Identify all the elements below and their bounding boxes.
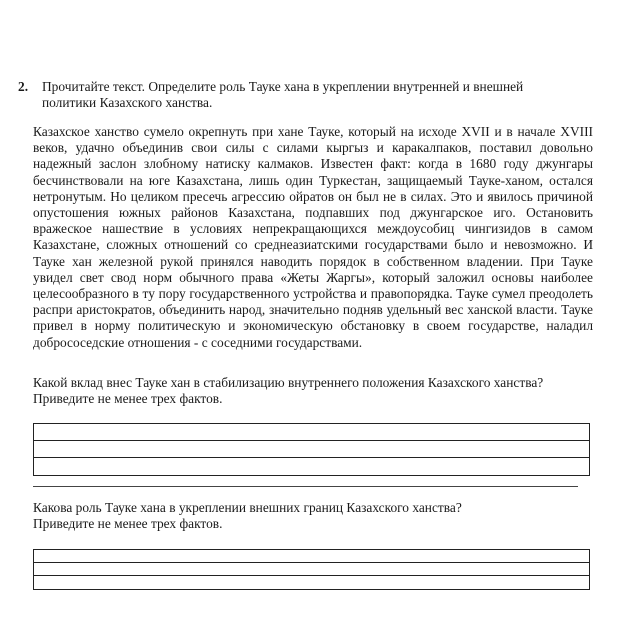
- task-instruction: Прочитайте текст. Определите роль Тауке хана в укреплении внутренней и внешней политики Казахского ханства.: [42, 79, 524, 110]
- answer-line[interactable]: [34, 441, 589, 458]
- answer-line[interactable]: [34, 563, 589, 576]
- question-2: [33, 500, 593, 532]
- question-2-text: Какова роль Тауке хана в укреплении внешних границ Казахского ханства?: [33, 500, 462, 515]
- reading-passage: Казахское ханство сумело окрепнуть при хане Тауке, который на исходе XVII и в начале XVIII веков, удачно объединив свои силы с силами кыргыз и каракалпаков, поставил довольно надежный заслон злобному натиску калмаков. Известен факт: когда в 1680 году джунгары бесчинствовали на юге Казахстана, лишь один Туркестан, защищаемый Тауке-ханом, остался нетронутым. Но целиком пресечь агрессию ойратов он был не в силах. Это и явилось причиной опустошения южных районов Казахстана, подпавших под джунгарское иго. Остановить вражеское нашествие в условиях непрекращающихся междоусобиц чингизидов в самом Казахстане, сложных отношений со среднеазиатскими государствами было и невозможно. И Тауке хан железной рукой принялся наводить порядок в собственном владении. При Тауке увидел свет свод норм обычного права «Жеты Жаргы», который заложил основы наиболее целесообразного в ту пору государственного устройства и правопорядка. Тауке сумел преодолеть распри аристократов, объединить народ, значительно подняв удельный вес ханской власти. Тауке привел в норму политическую и экономическую обстановку в своем государстве, наладил добрососедские отношения - с соседними государствами.: [33, 124, 593, 350]
- question-1-text: Какой вклад внес Тауке хан в стабилизацию внутреннего положения Казахского ханства?: [33, 375, 544, 390]
- question-2-instruction: Приведите не менее трех фактов.: [33, 516, 223, 532]
- question-1: [33, 375, 593, 407]
- question-1-instruction: Приведите не менее трех фактов.: [33, 391, 223, 407]
- answer-line[interactable]: [34, 424, 589, 441]
- answer-box-1[interactable]: [33, 423, 590, 476]
- task-number: 2.: [18, 79, 29, 94]
- divider: [33, 486, 578, 487]
- task-heading: [18, 79, 578, 111]
- answer-line[interactable]: [34, 576, 589, 589]
- answer-box-2[interactable]: [33, 549, 590, 590]
- answer-line[interactable]: [34, 550, 589, 563]
- answer-line[interactable]: [34, 458, 589, 475]
